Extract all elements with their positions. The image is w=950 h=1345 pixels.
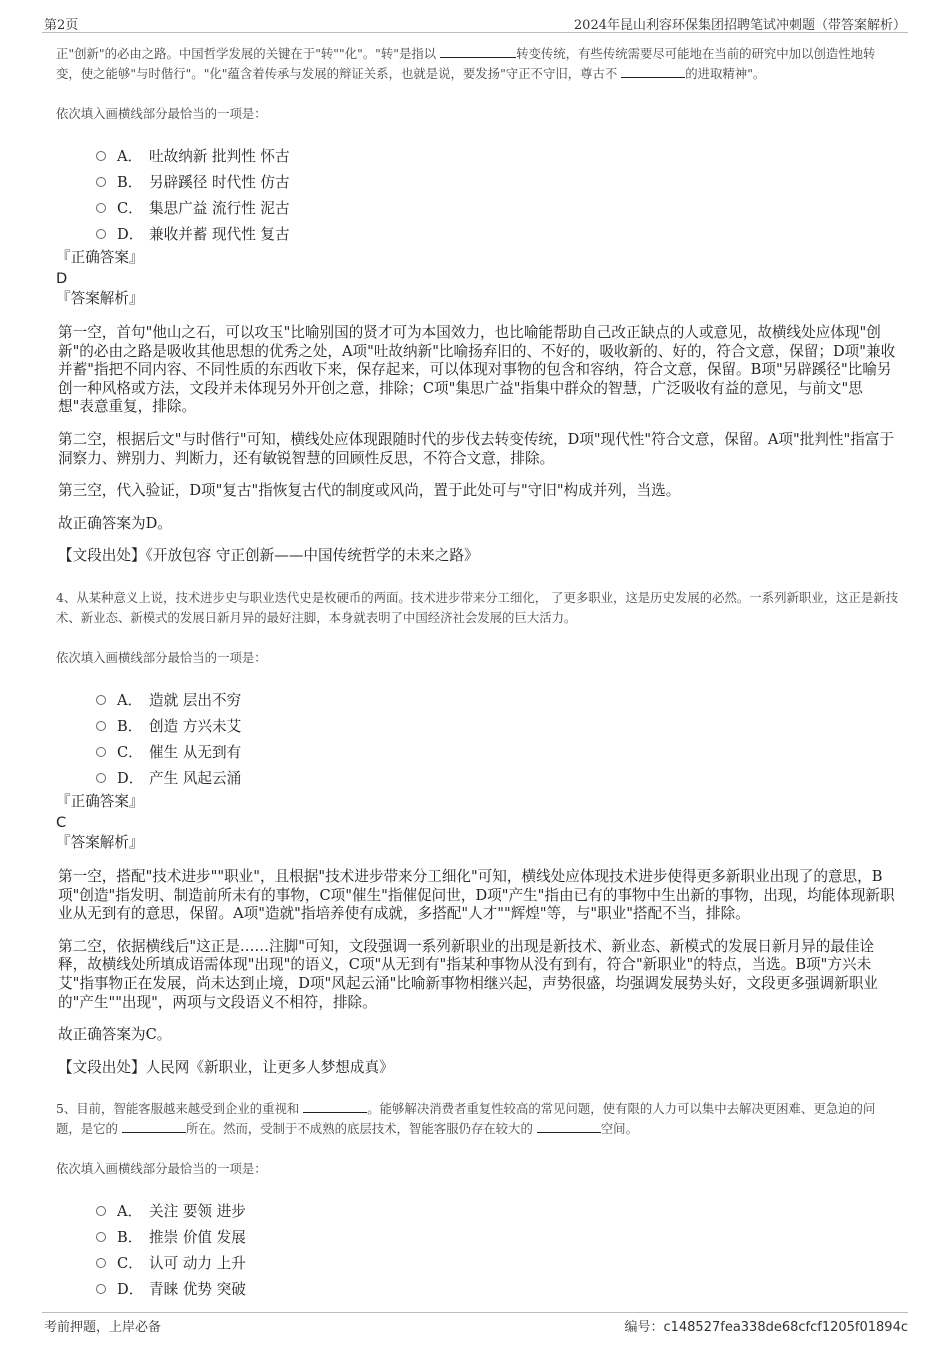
option-d[interactable]: D． 青睐 优势 突破 [96, 1277, 898, 1303]
document-title: 2024年昆山利容环保集团招聘笔试冲刺题（带答案解析） [573, 18, 906, 33]
radio-icon[interactable] [96, 1284, 106, 1294]
question-3-passage: 正"创新"的必由之路。中国哲学发展的关键在于"转""化"。"转"是指以 转变传统，有些传统需要尽可能地在当前的研究中加以创造性地转变，使之能够"与时偕行"。"化"蕴含着传承与发展的辩证关系，也就是说，要发扬"守正不守旧，尊古不 的进取精神"。 [56, 46, 876, 81]
question-4-prompt: 依次填入画横线部分最恰当的一项是： [56, 649, 267, 665]
option-c[interactable]: C． 集思广益 流行性 泥古 [96, 196, 898, 222]
page-number: 第2页 [44, 18, 79, 33]
option-d[interactable]: D． 产生 风起云涌 [96, 766, 898, 792]
option-c[interactable]: C． 认可 动力 上升 [96, 1251, 898, 1277]
question-5-options [96, 1199, 898, 1303]
analysis-paragraph: 第一空，首句"他山之石，可以攻玉"比喻别国的贤才可为本国效力，也比喻能帮助自己改正缺点的人或意见，故横线处应体现"创新"的必由之路是吸收其他思想的优秀之处，A项"吐故纳新"比喻扬弃旧的、不好的，吸收新的、好的，符合文意，保留；D项"兼收并蓄"指把不同内容、不同性质的东西收下来，保存起来，可以体现对事物的包含和容纳，符合文意，保留。B项"另辟蹊径"比喻另创一种风格或方法，文段并未体现另外开创之意，排除；C项"集思广益"指集中群众的智慧，广泛吸收有益的意见，与前文"思想"表意重复，排除。 [58, 324, 896, 416]
radio-icon[interactable] [96, 229, 106, 239]
passage-source: 【文段出处】《开放包容 守正创新——中国传统哲学的未来之路》 [58, 547, 479, 565]
passage-source: 【文段出处】人民网《新职业，让更多人梦想成真》 [58, 1058, 394, 1076]
page-footer [42, 1312, 908, 1335]
question-5-prompt: 依次填入画横线部分最恰当的一项是： [56, 1161, 267, 1177]
option-a[interactable]: A． 吐故纳新 批判性 怀古 [96, 144, 898, 170]
option-a[interactable]: A． 造就 层出不穷 [96, 688, 898, 714]
correct-answer-label: 『正确答案』 [56, 249, 144, 266]
page-header [42, 10, 908, 33]
option-b[interactable]: B． 创造 方兴未艾 [96, 714, 898, 740]
correct-answer-label: 『正确答案』 [56, 792, 144, 810]
radio-icon[interactable] [96, 695, 106, 705]
radio-icon[interactable] [96, 1232, 106, 1242]
question-5-passage: 5、目前，智能客服越来越受到企业的重视和 。能够解决消费者重复性较高的常见问题，使有限的人力可以集中去解决更困难、更急迫的问题，是它的 所在。然而，受制于不成熟的底层技术，智能客服仍存在较大的 空间。 [56, 1101, 876, 1137]
option-d[interactable]: D． 兼收并蓄 现代性 复古 [96, 222, 898, 248]
question-5 [56, 1099, 898, 1303]
fill-blank [122, 1120, 186, 1133]
analysis-label: 『答案解析』 [56, 833, 144, 851]
footer-slogan: 考前押题，上岸必备 [44, 1320, 162, 1335]
analysis-paragraph: 第一空，搭配"技术进步""职业"，且根据"技术进步带来分工细化"可知，横线处应体现技术进步使得更多新职业出现了的意思，B项"创造"指发明、制造前所未有的事物，C项"催生"指催促问世，D项"产生"指由已有的事物中生出新的事物，出现，均能体现新职业从无到有的意思，保留。A项"造就"指培养使有成就，多搭配"人才""辉煌"等，与"职业"搭配不当，排除。 [58, 867, 895, 923]
fill-blank [621, 65, 685, 78]
question-4 [56, 588, 898, 1077]
question-3 [56, 44, 898, 566]
correct-answer: C [56, 813, 67, 831]
radio-icon[interactable] [96, 203, 106, 213]
correct-answer: D [56, 270, 68, 287]
analysis-label: 『答案解析』 [56, 290, 144, 307]
analysis-paragraph: 第二空，根据后文"与时偕行"可知，横线处应体现跟随时代的步伐去转变传统，D项"现代性"符合文意，保留。A项"批判性"指富于洞察力、辨别力、判断力，还有敏锐智慧的回顾性反思，不符合文意，排除。 [58, 430, 894, 467]
option-c[interactable]: C． 催生 从无到有 [96, 740, 898, 766]
analysis-conclusion: 故正确答案为C。 [58, 1026, 172, 1044]
radio-icon[interactable] [96, 177, 106, 187]
option-b[interactable]: B． 推崇 价值 发展 [96, 1225, 898, 1251]
analysis-paragraph: 第三空，代入验证，D项"复古"指恢复古代的制度或风尚，置于此处可与"守旧"构成并列，当选。 [58, 482, 681, 500]
fill-blank [303, 1100, 367, 1113]
question-4-options [96, 688, 898, 792]
fill-blank [537, 1120, 601, 1133]
fill-blank [440, 45, 516, 58]
option-a[interactable]: A． 关注 要领 进步 [96, 1199, 898, 1225]
option-b[interactable]: B． 另辟蹊径 时代性 仿古 [96, 170, 898, 196]
radio-icon[interactable] [96, 721, 106, 731]
analysis-conclusion: 故正确答案为D。 [58, 514, 172, 532]
radio-icon[interactable] [96, 747, 106, 757]
page-content [56, 44, 898, 1303]
radio-icon[interactable] [96, 1206, 106, 1216]
radio-icon[interactable] [96, 773, 106, 783]
radio-icon[interactable] [96, 151, 106, 161]
question-3-options [96, 144, 898, 248]
analysis-paragraph: 第二空，依据横线后"这正是……注脚"可知，文段强调一系列新职业的出现是新技术、新业态、新模式的发展日新月异的最佳诠释，故横线处所填成语需体现"出现"的语义，C项"从无到有"指某种事物从没有到有，符合"新职业"的特点，当选。B项"方兴未艾"指事物正在发展，尚未达到止境，D项"风起云涌"比喻新事物相继兴起，声势很盛，均强调发展势头好，文段更多强调新职业的"产生""出现"，两项与文段语义不相符，排除。 [58, 937, 878, 1011]
document-code: 编号：c148527fea338de68cfcf1205f01894c [624, 1320, 908, 1335]
question-3-prompt: 依次填入画横线部分最恰当的一项是： [56, 106, 267, 121]
radio-icon[interactable] [96, 1258, 106, 1268]
question-4-passage: 4、从某种意义上说，技术进步史与职业迭代史是枚硬币的两面。技术进步带来分工细化， 了更多职业，这是历史发展的必然。一系列新职业，这正是新技术、新业态、新模式的发展日新月异的最好注脚，本身就表明了中国经济社会发展的巨大活力。 [56, 589, 898, 625]
